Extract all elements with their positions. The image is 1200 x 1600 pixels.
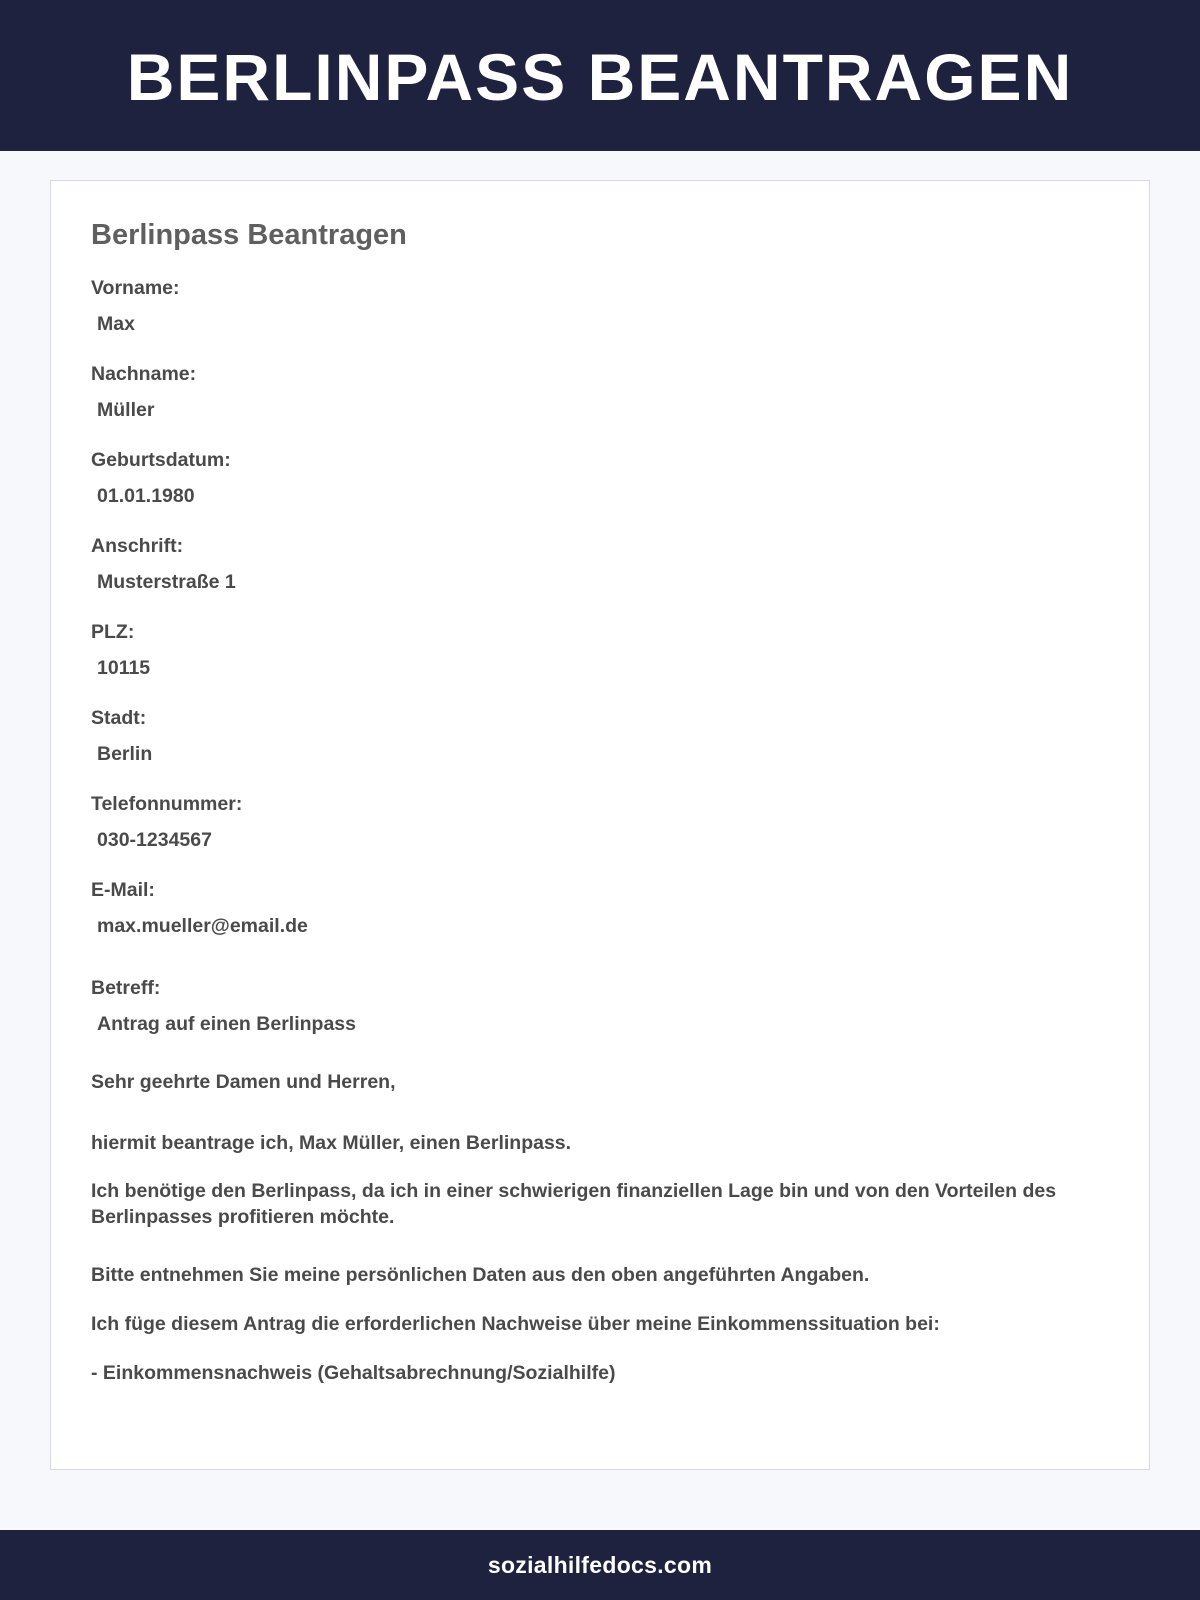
field-label-nachname: Nachname:: [91, 363, 197, 385]
field-value-nachname: Müller: [97, 399, 155, 421]
field-label-plz: PLZ:: [91, 621, 135, 643]
field-label-anschrift: Anschrift:: [91, 535, 184, 557]
field-value-plz: 10115: [97, 657, 151, 679]
form-title: Berlinpass Beantragen: [91, 219, 407, 251]
letter-paragraph: Ich benötige den Berlinpass, da ich in einer schwierigen finanziellen Lage bin und von den Vorteilen des Berlinpasses profitieren möchte.: [91, 1180, 1057, 1228]
footer-bar: [0, 1530, 1200, 1600]
field-label-telefon: Telefonnummer:: [91, 793, 243, 815]
field-value-betreff: Antrag auf einen Berlinpass: [97, 1013, 356, 1035]
field-value-vorname: Max: [97, 313, 135, 335]
letter-paragraph: Bitte entnehmen Sie meine persönlichen Daten aus den oben angeführten Angaben.: [91, 1264, 870, 1286]
field-value-stadt: Berlin: [97, 743, 153, 765]
letter-paragraph: hiermit beantrage ich, Max Müller, einen Berlinpass.: [91, 1132, 572, 1154]
letter-salutation: Sehr geehrte Damen und Herren,: [91, 1071, 396, 1093]
field-label-betreff: Betreff:: [91, 977, 161, 999]
application-card: [50, 180, 1150, 1470]
field-value-anschrift: Musterstraße 1: [97, 571, 236, 593]
field-label-geburtsdatum: Geburtsdatum:: [91, 449, 231, 471]
field-label-vorname: Vorname:: [91, 277, 180, 299]
field-value-telefon: 030-1234567: [97, 829, 212, 851]
banner-title: BERLINPASS BEANTRAGEN: [126, 39, 1074, 114]
letter-paragraph: Ich füge diesem Antrag die erforderlichen Nachweise über meine Einkommenssituation bei:: [91, 1313, 940, 1335]
footer-site-text: sozialhilfedocs.com: [487, 1551, 713, 1578]
field-value-geburtsdatum: 01.01.1980: [97, 485, 195, 507]
header-banner: [0, 0, 1200, 151]
field-label-stadt: Stadt:: [91, 707, 147, 729]
field-value-email: max.mueller@email.de: [97, 915, 308, 937]
field-label-email: E-Mail:: [91, 879, 155, 901]
letter-list-item: - Einkommensnachweis (Gehaltsabrechnung/Sozialhilfe): [91, 1362, 616, 1384]
